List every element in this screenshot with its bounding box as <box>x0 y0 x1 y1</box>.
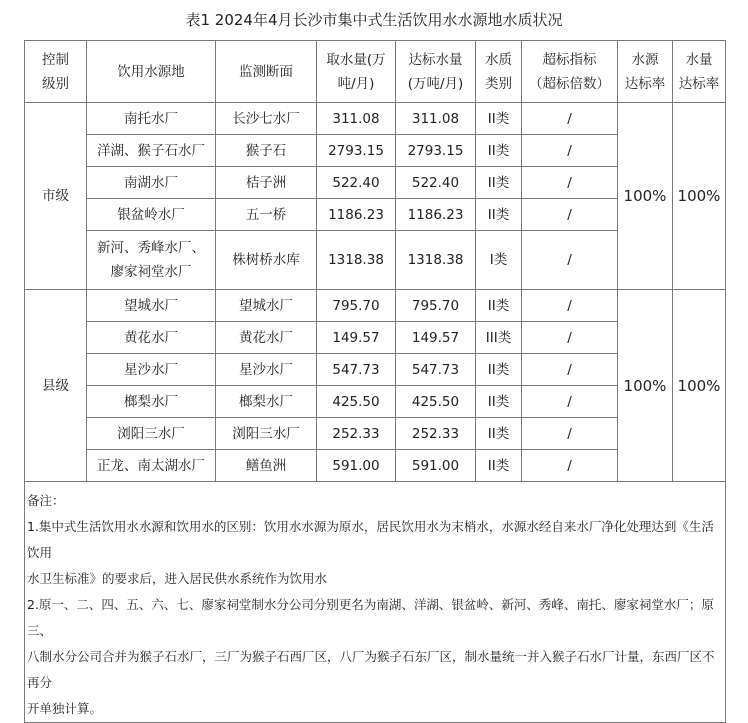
intake-cell: 1186.23 <box>317 199 396 231</box>
source-cell <box>87 135 216 167</box>
source-cell <box>87 386 216 418</box>
exceed-cell: / <box>522 354 618 386</box>
exceed-cell: / <box>522 450 618 482</box>
qualified-cell: 1318.38 <box>396 231 476 290</box>
intake-cell: 252.33 <box>317 418 396 450</box>
header-rate-water: 水量 达标率 <box>673 41 726 103</box>
intake-cell: 547.73 <box>317 354 396 386</box>
qualified-cell: 252.33 <box>396 418 476 450</box>
section-cell: 株树桥水库 <box>216 231 317 290</box>
header-section: 监测断面 <box>216 41 317 103</box>
notes-cell <box>25 482 726 723</box>
source-line: 黄花水厂 <box>124 329 178 346</box>
section-cell: 星沙水厂 <box>216 354 317 386</box>
source-line: 星沙水厂 <box>124 361 178 378</box>
exceed-cell: / <box>522 199 618 231</box>
exceed-cell: / <box>522 103 618 135</box>
source-line: 榔梨水厂 <box>124 393 178 410</box>
quality-cell: II类 <box>476 290 522 322</box>
quality-cell: II类 <box>476 135 522 167</box>
qualified-cell: 425.50 <box>396 386 476 418</box>
table-title: 表1 2024年4月长沙市集中式生活饮用水水源地水质状况 <box>185 11 563 29</box>
quality-cell: I类 <box>476 231 522 290</box>
qualified-cell: 1186.23 <box>396 199 476 231</box>
quality-cell: III类 <box>476 322 522 354</box>
table-row <box>25 290 726 322</box>
intake-cell: 425.50 <box>317 386 396 418</box>
intake-cell: 591.00 <box>317 450 396 482</box>
source-line: 正龙、南太湖水厂 <box>97 457 205 474</box>
source-line: 洋湖、猴子石水厂 <box>97 142 205 159</box>
source-cell <box>87 290 216 322</box>
rate-water-cell: 100% <box>673 103 726 290</box>
section-cell: 浏阳三水厂 <box>216 418 317 450</box>
section-cell: 五一桥 <box>216 199 317 231</box>
intake-cell: 795.70 <box>317 290 396 322</box>
level-cell: 市级 <box>25 103 87 290</box>
note-2-line-1: 2.原一、二、四、五、六、七、廖家祠堂制水分公司分别更名为南湖、洋湖、银盆岭、新河、秀峰、南托、廖家祠堂水厂；原三、 <box>27 597 714 638</box>
header-level: 控制 级别 <box>25 41 87 103</box>
source-cell <box>87 231 216 290</box>
notes-label: 备注： <box>27 493 65 508</box>
exceed-cell: / <box>522 322 618 354</box>
exceed-cell: / <box>522 167 618 199</box>
source-cell <box>87 418 216 450</box>
quality-cell: II类 <box>476 354 522 386</box>
quality-cell: II类 <box>476 103 522 135</box>
qualified-cell: 795.70 <box>396 290 476 322</box>
section-cell: 长沙七水厂 <box>216 103 317 135</box>
quality-cell: II类 <box>476 167 522 199</box>
section-cell: 望城水厂 <box>216 290 317 322</box>
header-quality: 水质 类别 <box>476 41 522 103</box>
note-2-line-2: 八制水分公司合并为猴子石水厂，三厂为猴子石西厂区，八厂为猴子石东厂区，制水量统一并入猴子石水厂计量，东西厂区不再分 <box>27 649 715 690</box>
section-cell: 榔梨水厂 <box>216 386 317 418</box>
exceed-cell: / <box>522 135 618 167</box>
source-line: 南湖水厂 <box>124 174 178 191</box>
source-cell <box>87 450 216 482</box>
rate-source-cell: 100% <box>618 103 673 290</box>
source-line: 廖家祠堂水厂 <box>110 264 192 280</box>
intake-cell: 149.57 <box>317 322 396 354</box>
header-rate-source: 水源 达标率 <box>618 41 673 103</box>
level-cell: 县级 <box>25 290 87 482</box>
qualified-cell: 2793.15 <box>396 135 476 167</box>
rate-water-cell: 100% <box>673 290 726 482</box>
intake-cell: 2793.15 <box>317 135 396 167</box>
qualified-cell: 591.00 <box>396 450 476 482</box>
header-source: 饮用水源地 <box>87 41 216 103</box>
header-row <box>25 41 726 103</box>
section-cell: 桔子洲 <box>216 167 317 199</box>
intake-cell: 1318.38 <box>317 231 396 290</box>
source-line: 浏阳三水厂 <box>117 425 185 442</box>
source-line: 望城水厂 <box>124 297 178 314</box>
intake-cell: 522.40 <box>317 167 396 199</box>
quality-cell: II类 <box>476 199 522 231</box>
exceed-cell: / <box>522 386 618 418</box>
source-line: 银盆岭水厂 <box>117 206 185 223</box>
qualified-cell: 522.40 <box>396 167 476 199</box>
section-cell: 猴子石 <box>216 135 317 167</box>
source-cell <box>87 103 216 135</box>
source-cell <box>87 354 216 386</box>
exceed-cell: / <box>522 231 618 290</box>
quality-cell: II类 <box>476 450 522 482</box>
qualified-cell: 311.08 <box>396 103 476 135</box>
note-2-line-3: 开单独计算。 <box>27 701 103 716</box>
exceed-cell: / <box>522 290 618 322</box>
header-intake: 取水量(万 吨/月) <box>317 41 396 103</box>
source-line: 南托水厂 <box>124 110 178 127</box>
table-row <box>25 103 726 135</box>
exceed-cell: / <box>522 418 618 450</box>
section-cell: 黄花水厂 <box>216 322 317 354</box>
source-cell <box>87 167 216 199</box>
section-cell: 鳝鱼洲 <box>216 450 317 482</box>
source-cell <box>87 322 216 354</box>
water-quality-table <box>24 40 726 723</box>
note-1-line-1: 1.集中式生活饮用水水源和饮用水的区别：饮用水水源为原水，居民饮用水为末梢水，水源水经自来水厂净化处理达到《生活饮用 <box>27 519 714 560</box>
note-1-line-2: 水卫生标准》的要求后，进入居民供水系统作为饮用水 <box>27 571 328 586</box>
header-qualified: 达标水量 (万吨/月) <box>396 41 476 103</box>
rate-source-cell: 100% <box>618 290 673 482</box>
notes-row <box>25 482 726 723</box>
quality-cell: II类 <box>476 386 522 418</box>
quality-cell: II类 <box>476 418 522 450</box>
qualified-cell: 547.73 <box>396 354 476 386</box>
source-cell <box>87 199 216 231</box>
header-exceed: 超标指标 （超标倍数） <box>522 41 618 103</box>
qualified-cell: 149.57 <box>396 322 476 354</box>
source-line: 新河、秀峰水厂、 <box>97 240 205 256</box>
intake-cell: 311.08 <box>317 103 396 135</box>
